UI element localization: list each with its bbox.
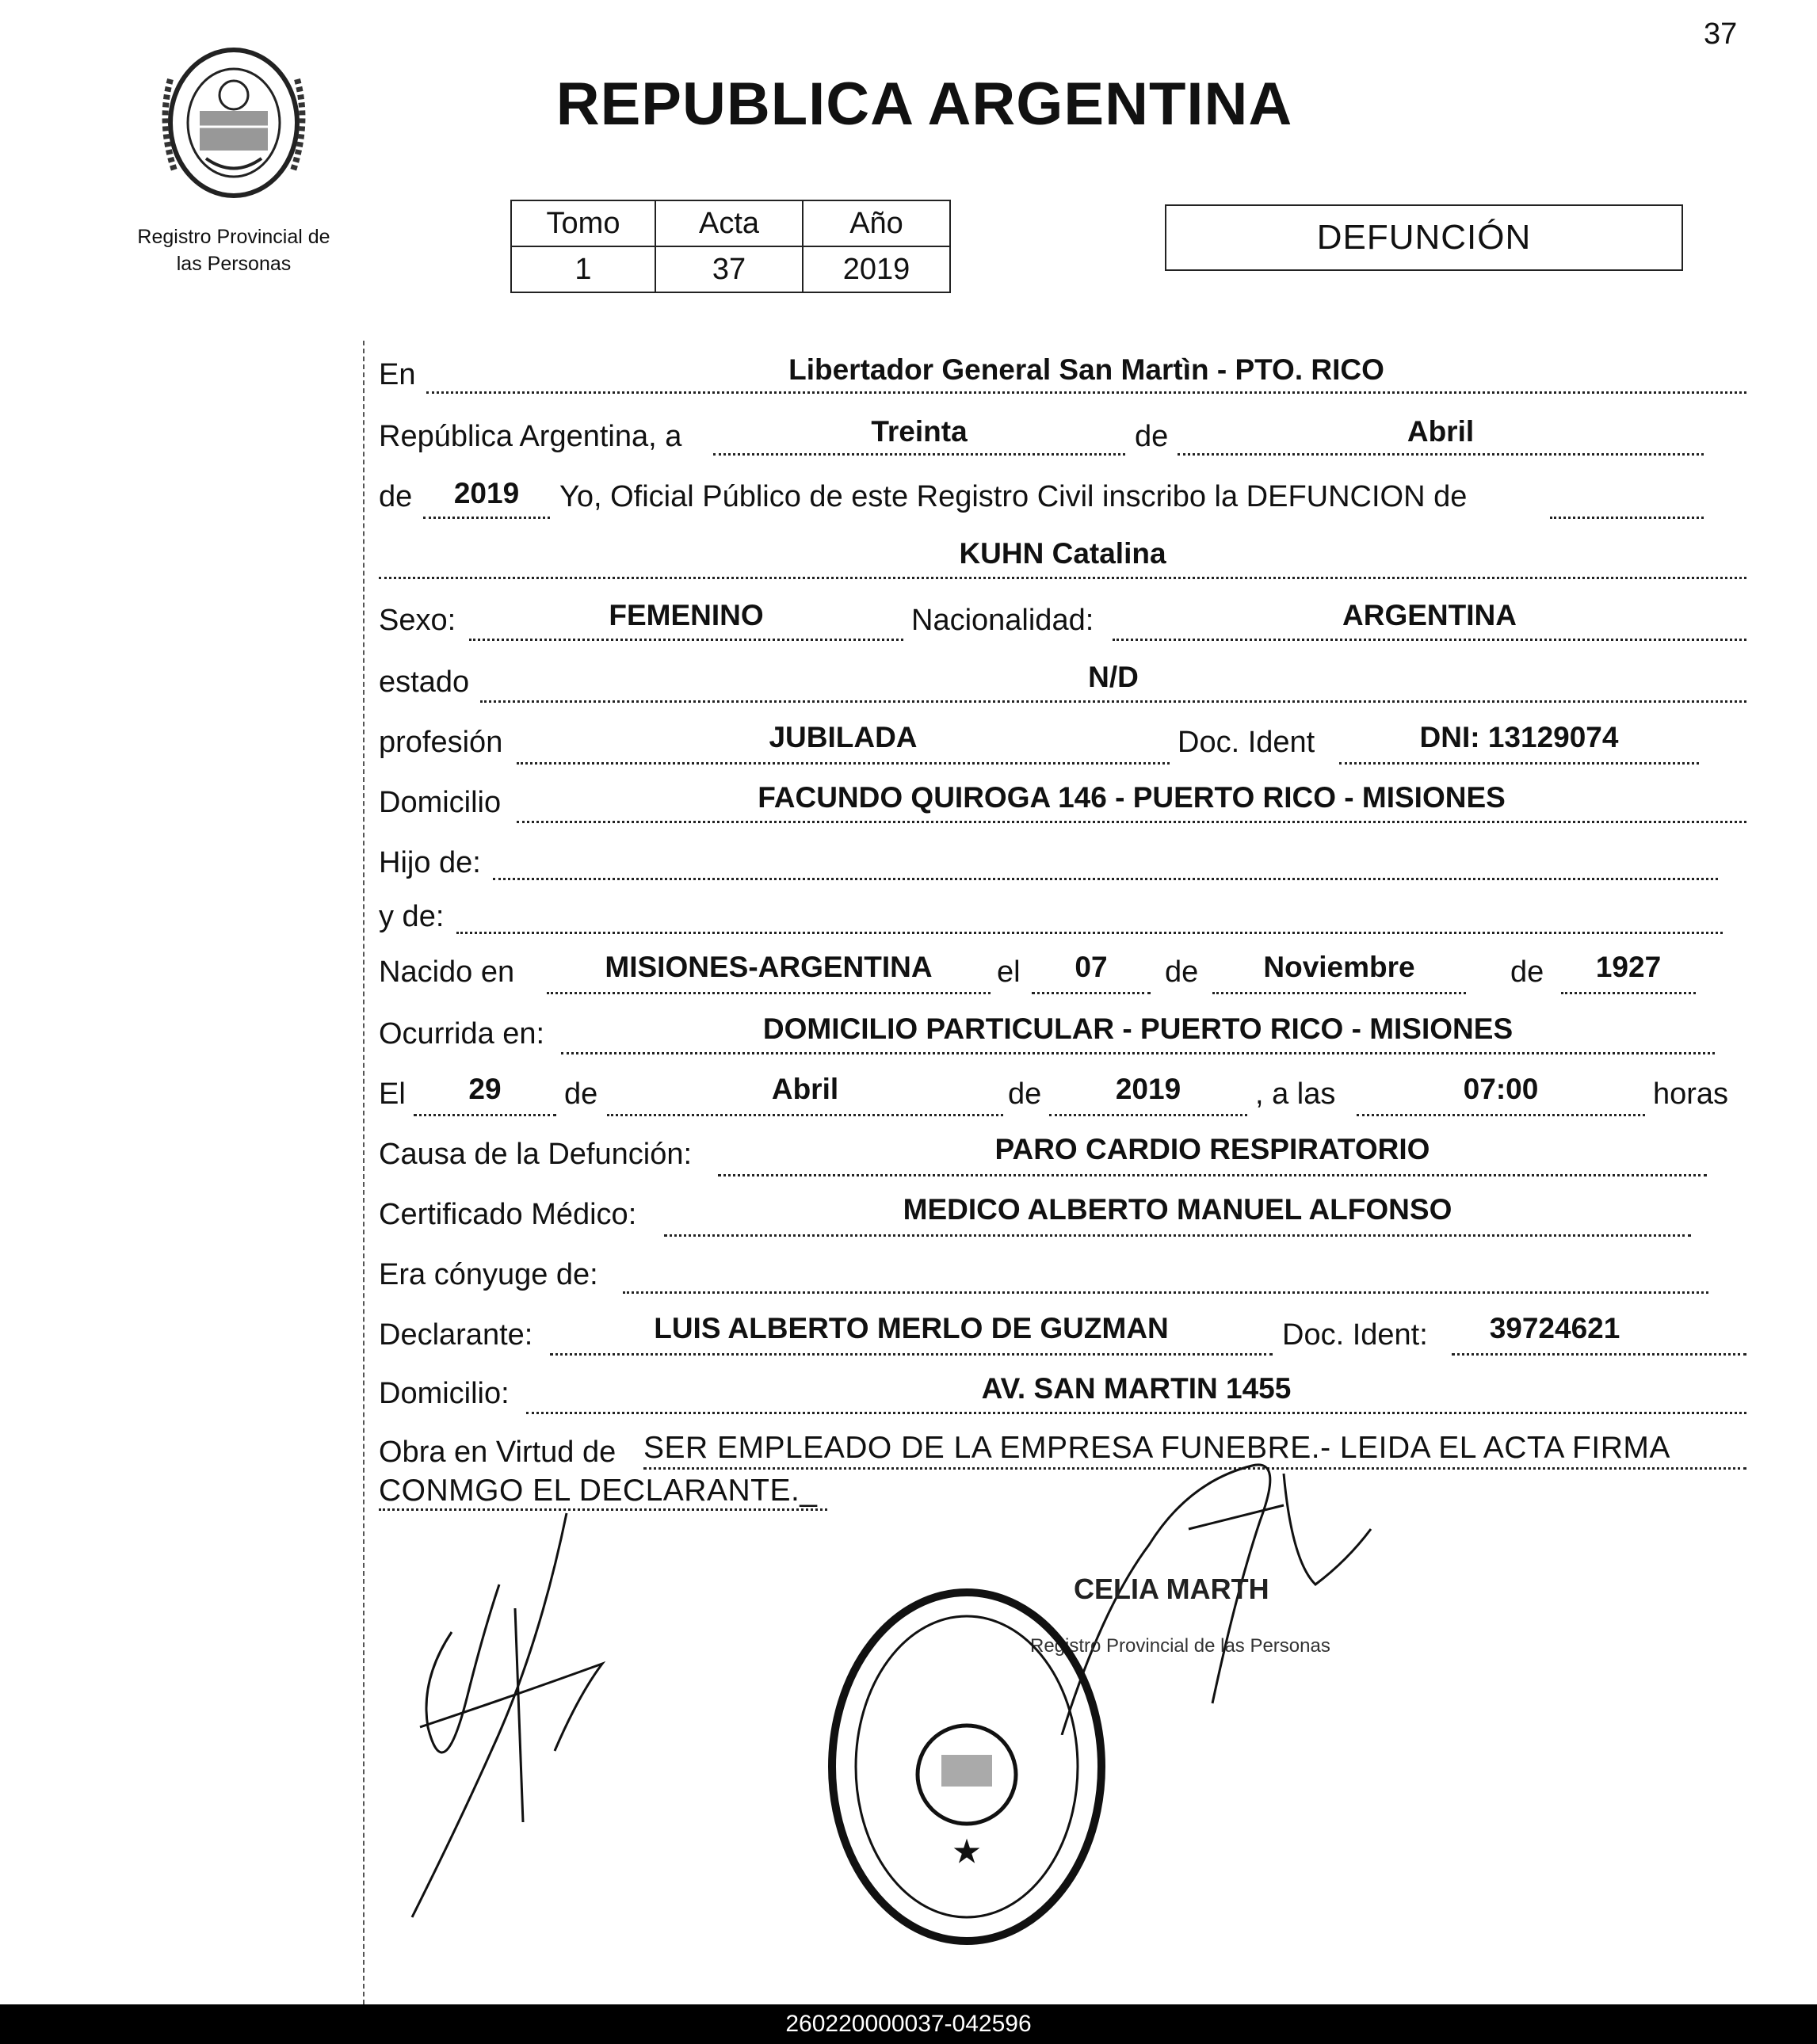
nacido-place-dotline: [547, 992, 991, 994]
causa-label: Causa de la Defunción:: [379, 1138, 693, 1171]
birth-year: 1927: [1595, 951, 1662, 983]
conyuge-dotline: [623, 1291, 1708, 1294]
ocurrida-label: Ocurrida en:: [379, 1017, 545, 1051]
profesion-dotline: [517, 762, 1170, 765]
official-name: CELIA MARTH: [1074, 1573, 1269, 1605]
decl-doc-value: 39724621: [1489, 1312, 1620, 1344]
birth-year-dotline: [1561, 992, 1696, 994]
certificado-dotline: [664, 1234, 1691, 1237]
birth-month: Noviembre: [1263, 951, 1415, 983]
ocurrida-dotline: [561, 1052, 1715, 1054]
svg-text:★: ★: [952, 1836, 981, 1869]
tomo-header: Tomo: [511, 200, 655, 246]
anio-header: Año: [803, 200, 950, 246]
en-value: Libertador General San Martìn - PTO. RICO: [788, 353, 1384, 386]
reference-value-row: [511, 246, 950, 292]
name-dotline: [379, 577, 1746, 579]
nacionalidad-label: Nacionalidad:: [911, 604, 1094, 637]
horas-label: horas: [1653, 1077, 1729, 1111]
registry-caption: [103, 223, 365, 277]
death-month-dotline: [607, 1114, 1003, 1116]
reference-header-row: [511, 200, 950, 246]
registry-line-2: las Personas: [176, 253, 292, 275]
record-type-box: DEFUNCIÓN: [1165, 204, 1683, 271]
acta-value: 37: [655, 246, 803, 292]
official-subtitle: Registro Provincial de las Personas: [1030, 1635, 1330, 1657]
alas-label: , a las: [1255, 1077, 1336, 1111]
birth-day-dotline: [1032, 992, 1151, 994]
nacido-label: Nacido en: [379, 955, 515, 989]
yde-dotline: [456, 932, 1723, 934]
declarant-signature-icon: [396, 1489, 681, 1933]
declarante-dotline: [550, 1353, 1273, 1356]
statement-dotline: [1550, 517, 1704, 519]
hijo-dotline: [493, 878, 1718, 880]
de2-label: de: [379, 480, 413, 513]
deceased-name: KUHN Catalina: [959, 537, 1166, 570]
profesion-label: profesión: [379, 726, 503, 759]
death-month: Abril: [771, 1073, 839, 1105]
conyuge-label: Era cónyuge de:: [379, 1258, 598, 1291]
birth-de1-label: de: [1165, 955, 1199, 989]
month-dotline: [1178, 453, 1704, 456]
footer-code: 260220000037-042596: [0, 2004, 1817, 2044]
obra-value-line2: CONMGO EL DECLARANTE._: [379, 1474, 818, 1508]
domicilio-dotline: [517, 821, 1746, 823]
en-dotline: [426, 391, 1746, 394]
statement-text: Yo, Oficial Público de este Registro Civil inscribo la DEFUNCION de: [559, 480, 1468, 513]
causa-dotline: [718, 1174, 1707, 1176]
death-day-dotline: [414, 1114, 556, 1116]
causa-value: PARO CARDIO RESPIRATORIO: [994, 1133, 1430, 1165]
decl-domicilio-value: AV. SAN MARTIN 1455: [981, 1372, 1292, 1405]
death-time-dotline: [1357, 1114, 1645, 1116]
republica-label: República Argentina, a: [379, 420, 682, 453]
day-dotline: [713, 453, 1125, 456]
month-value: Abril: [1407, 415, 1475, 448]
sexo-dotline: [469, 639, 903, 641]
doc-dotline: [1339, 762, 1699, 765]
estado-value: N/D: [1088, 661, 1139, 693]
birth-de2-label: de: [1510, 955, 1544, 989]
doc-label: Doc. Ident: [1178, 726, 1315, 759]
year-dotline: [423, 517, 550, 519]
death-day: 29: [468, 1073, 502, 1105]
death-year: 2019: [1115, 1073, 1181, 1105]
obra-value-line1: SER EMPLEADO DE LA EMPRESA FUNEBRE.- LEIDA EL ACTA FIRMA: [643, 1431, 1670, 1465]
day-value: Treinta: [871, 415, 968, 448]
registry-line-1: Registro Provincial de: [137, 226, 330, 248]
decl-doc-label: Doc. Ident:: [1282, 1318, 1428, 1352]
estado-label: estado: [379, 665, 470, 699]
tomo-value: 1: [511, 246, 655, 292]
margin-line: [363, 341, 365, 2012]
decl-domicilio-dotline: [526, 1412, 1746, 1414]
decl-doc-dotline: [1452, 1353, 1746, 1356]
registry-stamp-icon: [824, 1584, 1109, 1949]
nacionalidad-value: ARGENTINA: [1342, 599, 1517, 631]
el-label: el: [997, 955, 1021, 989]
birth-month-dotline: [1212, 992, 1466, 994]
obra-label: Obra en Virtud de: [379, 1436, 616, 1469]
nacido-place: MISIONES-ARGENTINA: [605, 951, 933, 983]
domicilio-label: Domicilio: [379, 786, 502, 819]
death-time: 07:00: [1463, 1073, 1539, 1105]
el2-label: El: [379, 1077, 406, 1111]
yde-label: y de:: [379, 900, 445, 933]
sexo-value: FEMENINO: [609, 599, 764, 631]
death-de1-label: de: [564, 1077, 598, 1111]
doc-value: DNI: 13129074: [1419, 721, 1619, 753]
birth-day: 07: [1075, 951, 1108, 983]
certificado-value: MEDICO ALBERTO MANUEL ALFONSO: [903, 1193, 1452, 1226]
estado-dotline: [480, 700, 1746, 703]
certificado-label: Certificado Médico:: [379, 1198, 637, 1231]
page-title: REPUBLICA ARGENTINA: [555, 71, 1293, 138]
sexo-label: Sexo:: [379, 604, 456, 637]
death-year-dotline: [1049, 1114, 1247, 1116]
anio-value: 2019: [803, 246, 950, 292]
decl-domicilio-label: Domicilio:: [379, 1377, 510, 1410]
domicilio-value: FACUNDO QUIROGA 146 - PUERTO RICO - MISIONES: [758, 781, 1506, 814]
de-label: de: [1135, 420, 1169, 453]
year-value: 2019: [453, 477, 520, 509]
profesion-value: JUBILADA: [769, 721, 918, 753]
nacionalidad-dotline: [1113, 639, 1746, 641]
hijo-label: Hijo de:: [379, 846, 481, 879]
declarante-value: LUIS ALBERTO MERLO DE GUZMAN: [654, 1312, 1169, 1344]
en-label: En: [379, 358, 416, 391]
death-de2-label: de: [1008, 1077, 1042, 1111]
reference-table: [510, 200, 951, 293]
acta-header: Acta: [655, 200, 803, 246]
ocurrida-value: DOMICILIO PARTICULAR - PUERTO RICO - MISIONES: [762, 1012, 1514, 1045]
declarante-label: Declarante:: [379, 1318, 533, 1352]
page-number: 37: [1704, 17, 1738, 51]
